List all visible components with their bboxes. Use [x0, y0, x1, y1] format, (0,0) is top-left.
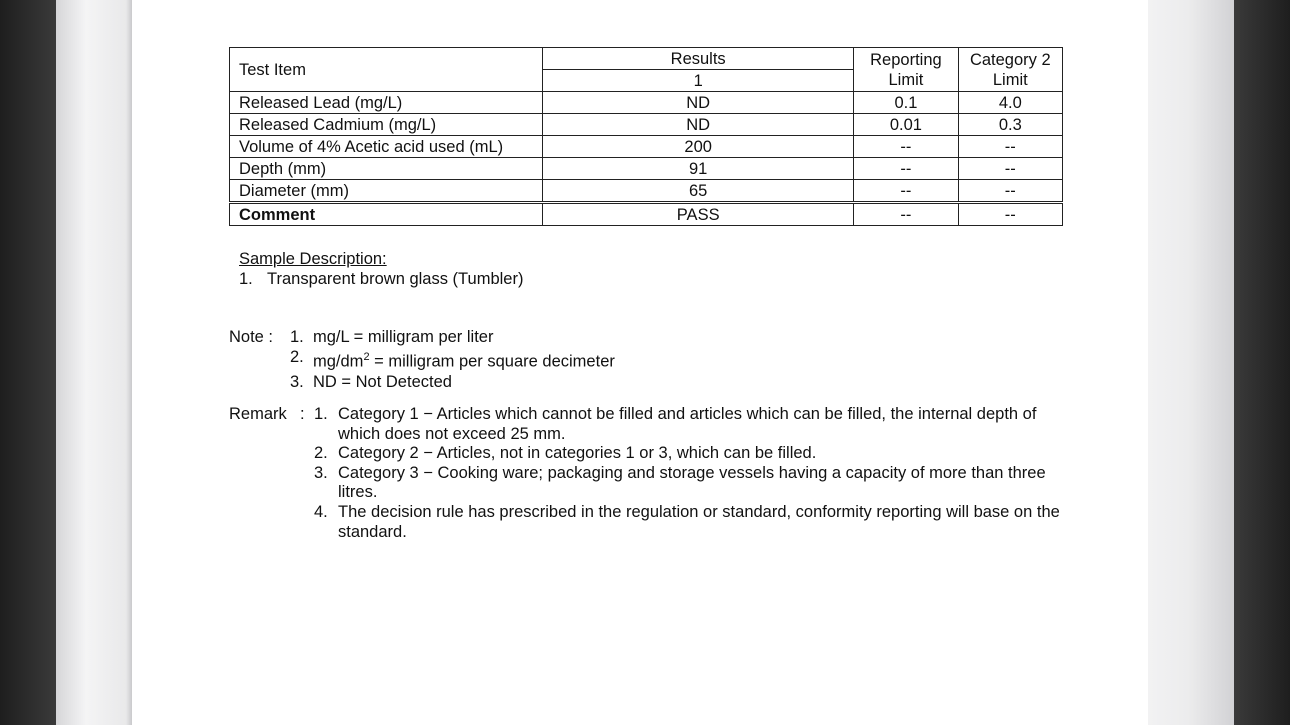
header-results: Results — [543, 48, 854, 70]
table-row — [230, 136, 1063, 158]
remark-label: Remark — [229, 405, 287, 423]
row-category-limit: -- — [958, 158, 1062, 180]
list-item — [290, 327, 615, 347]
sample-description — [239, 249, 523, 289]
page-margin-right — [1148, 0, 1234, 725]
row-reporting-limit: -- — [854, 158, 958, 180]
header-reporting-limit-line2: Limit — [888, 70, 924, 89]
comment-reporting-limit: -- — [854, 203, 958, 226]
page-margin-left — [56, 0, 132, 725]
row-result: 200 — [543, 136, 854, 158]
header-test-item: Test Item — [230, 48, 543, 92]
header-reporting-limit-line1: Reporting — [870, 50, 942, 69]
document-page — [132, 0, 1148, 725]
row-category-limit: 4.0 — [958, 92, 1062, 114]
row-test-item: Diameter (mm) — [230, 180, 543, 203]
list-item — [314, 444, 1066, 464]
table-header-row — [230, 48, 1063, 70]
unit-text: mg/dm — [313, 352, 364, 371]
list-item-text: Category 3 − Cooking ware; packaging and storage vessels having a capacity of more than three litres. — [338, 463, 1046, 502]
table-row — [230, 92, 1063, 114]
note-list — [290, 327, 615, 392]
list-item-text: Transparent brown glass (Tumbler) — [267, 270, 524, 288]
row-result: ND — [543, 92, 854, 114]
list-item — [314, 503, 1066, 542]
row-result: 65 — [543, 180, 854, 203]
row-reporting-limit: 0.1 — [854, 92, 958, 114]
list-item — [290, 347, 615, 372]
note-label: Note : — [229, 328, 274, 346]
row-test-item: Volume of 4% Acetic acid used (mL) — [230, 136, 543, 158]
unit-superscript: 2 — [363, 351, 370, 363]
results-table — [229, 47, 1063, 226]
row-category-limit: -- — [958, 136, 1062, 158]
table-row — [230, 180, 1063, 203]
row-result: ND — [543, 114, 854, 136]
list-item — [314, 464, 1066, 503]
list-item-number: 3. — [290, 372, 304, 391]
remark-list — [314, 405, 1066, 542]
sample-description-heading: Sample Description: — [239, 250, 387, 268]
header-reporting-limit — [854, 48, 958, 92]
comment-label: Comment — [230, 203, 543, 226]
row-category-limit: -- — [958, 180, 1062, 203]
row-category-limit: 0.3 — [958, 114, 1062, 136]
list-item-number: 2. — [314, 444, 328, 463]
list-item-text: Category 2 − Articles, not in categories 1 or 3, which can be filled. — [338, 444, 817, 463]
remark-section — [229, 405, 1066, 542]
header-category-limit-line2: Limit — [992, 70, 1028, 89]
remark-colon: : — [300, 405, 305, 423]
list-item-text: Category 1 − Articles which cannot be filled and articles which can be filled, the internal depth of which does not exceed 25 mm. — [338, 405, 1037, 443]
header-results-sample-number: 1 — [543, 70, 854, 92]
list-item — [239, 269, 523, 289]
row-result: 91 — [543, 158, 854, 180]
header-category-limit-line1: Category 2 — [969, 50, 1051, 69]
table-row — [230, 158, 1063, 180]
list-item — [314, 405, 1066, 444]
row-reporting-limit: -- — [854, 136, 958, 158]
comment-result: PASS — [543, 203, 854, 226]
list-item-number: 2. — [290, 348, 304, 366]
list-item — [290, 372, 615, 392]
list-item-text: mg/L = milligram per liter — [313, 328, 494, 346]
comment-row — [230, 203, 1063, 226]
row-reporting-limit: -- — [854, 180, 958, 203]
list-item-number: 1. — [239, 270, 253, 288]
unit-definition: = milligram per square decimeter — [369, 352, 615, 371]
list-item-text — [313, 347, 615, 372]
row-test-item: Released Lead (mg/L) — [230, 92, 543, 114]
comment-category-limit: -- — [958, 203, 1062, 226]
list-item-number: 1. — [314, 405, 328, 423]
list-item-number: 1. — [290, 328, 304, 346]
row-test-item: Released Cadmium (mg/L) — [230, 114, 543, 136]
table-row — [230, 114, 1063, 136]
list-item-number: 3. — [314, 463, 328, 482]
list-item-number: 4. — [314, 502, 328, 521]
header-category-limit — [958, 48, 1062, 92]
list-item-text: ND = Not Detected — [313, 372, 452, 391]
row-test-item: Depth (mm) — [230, 158, 543, 180]
list-item-text: The decision rule has prescribed in the regulation or standard, conformity reporting will base on the standard. — [338, 502, 1060, 541]
row-reporting-limit: 0.01 — [854, 114, 958, 136]
note-section — [229, 327, 615, 392]
